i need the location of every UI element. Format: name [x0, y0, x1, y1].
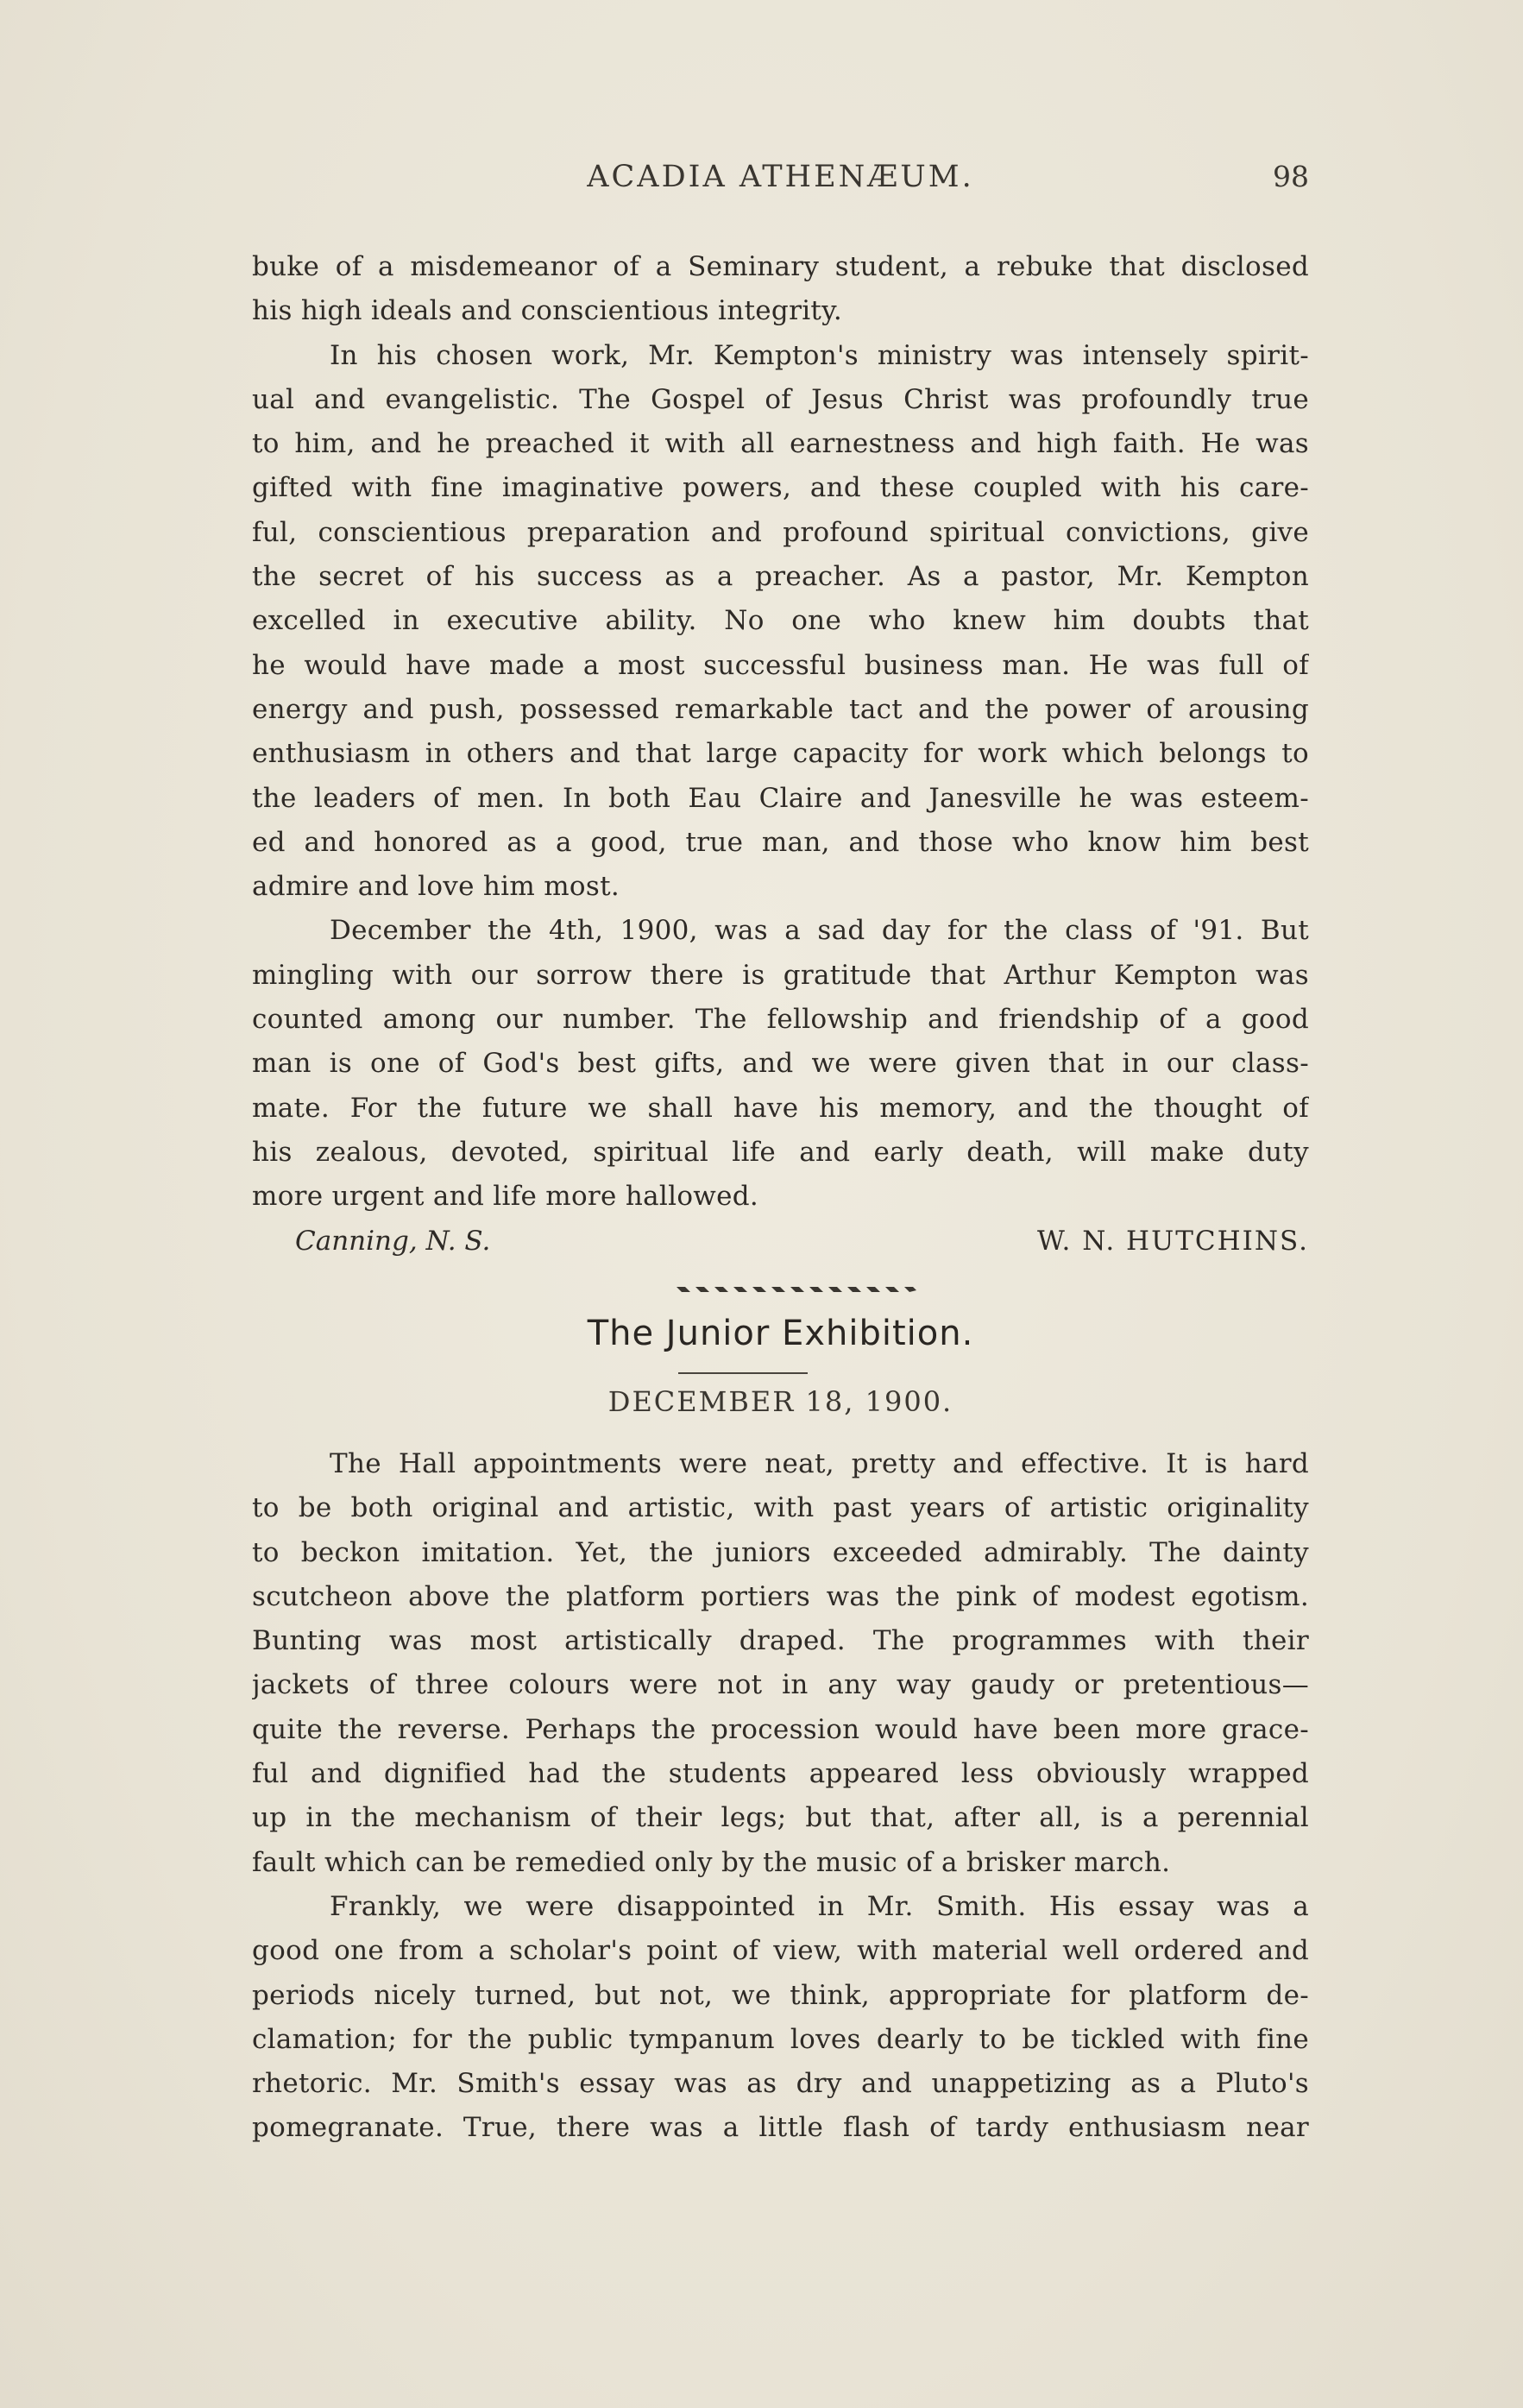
running-title: ACADIA ATHENÆUM. — [587, 160, 974, 194]
text-line: he would have made a most successful business man. He was full of — [252, 649, 1309, 681]
text-line: the leaders of men. In both Eau Claire and Janesville he was esteem- — [252, 782, 1309, 814]
paragraph-start-line: The Hall appointments were neat, pretty and effective. It is hard — [330, 1448, 1309, 1479]
paragraph-start-line: December the 4th, 1900, was a sad day for the class of '91. But — [330, 915, 1309, 947]
text-line: fault which can be remedied only by the music of a brisker march. — [252, 1846, 1171, 1878]
text-line: his zealous, devoted, spiritual life and early death, will make duty — [252, 1136, 1309, 1168]
signature-place: Canning, N. S. — [295, 1225, 491, 1257]
text-line: the secret of his success as a preacher. As a pastor, Mr. Kempton — [252, 561, 1309, 593]
ornament-divider — [675, 1284, 916, 1295]
text-line: counted among our number. The fellowship and friendship of a good — [252, 1004, 1309, 1036]
text-line: his high ideals and conscientious integrity. — [252, 295, 843, 327]
text-line: more urgent and life more hallowed. — [252, 1181, 759, 1213]
text-line: jackets of three colours were not in any way gaudy or pretentious— — [252, 1669, 1309, 1701]
page-number: 98 — [1273, 160, 1309, 193]
text-line: up in the mechanism of their legs; but that, after all, is a perennial — [252, 1802, 1309, 1834]
article-dateline: DECEMBER 18, 1900. — [607, 1385, 953, 1418]
text-line: quite the reverse. Perhaps the procession would have been more grace- — [252, 1713, 1309, 1745]
text-line: pomegranate. True, there was a little flash of tardy enthusiasm near — [252, 2112, 1309, 2144]
paragraph-start-line: Frankly, we were disappointed in Mr. Smith. His essay was a — [330, 1890, 1309, 1922]
text-line: scutcheon above the platform portiers was the pink of modest egotism. — [252, 1580, 1309, 1612]
signature — [252, 1220, 1309, 1264]
title-underline — [678, 1372, 808, 1374]
text-line: ful and dignified had the students appeared less obviously wrapped — [252, 1758, 1309, 1790]
text-line: gifted with fine imaginative powers, and these coupled with his care- — [252, 472, 1309, 504]
text-line: Bunting was most artistically draped. The programmes with their — [252, 1625, 1309, 1657]
text-line: periods nicely turned, but not, we think, appropriate for platform de- — [252, 1979, 1309, 2011]
paragraph-start-line: In his chosen work, Mr. Kempton's ministry was intensely spirit- — [330, 339, 1309, 371]
text-line: enthusiasm in others and that large capacity for work which belongs to — [252, 738, 1309, 770]
text-line: rhetoric. Mr. Smith's essay was as dry and unappetizing as a Pluto's — [252, 2068, 1309, 2100]
text-line: man is one of God's best gifts, and we were given that in our class- — [252, 1048, 1309, 1080]
text-line: ed and honored as a good, true man, and those who know him best — [252, 826, 1309, 858]
text-line: to beckon imitation. Yet, the juniors exceeded admirably. The dainty — [252, 1536, 1309, 1568]
text-line: clamation; for the public tympanum loves dearly to be tickled with fine — [252, 2023, 1309, 2055]
article-title: The Junior Exhibition. — [587, 1314, 974, 1353]
text-line: good one from a scholar's point of view, with material well ordered and — [252, 1935, 1309, 1967]
signature-author: W. N. HUTCHINS. — [1037, 1225, 1309, 1257]
text-line: mingling with our sorrow there is gratitude that Arthur Kempton was — [252, 959, 1309, 991]
page-header — [252, 160, 1309, 208]
text-line: mate. For the future we shall have his memory, and the thought of — [252, 1092, 1309, 1124]
text-line: admire and love him most. — [252, 871, 620, 903]
text-line: ful, conscientious preparation and profound spiritual convictions, give — [252, 516, 1309, 548]
exhibition-text — [252, 1442, 1309, 2151]
text-line: energy and push, possessed remarkable tact and the power of arousing — [252, 693, 1309, 725]
text-line: ual and evangelistic. The Gospel of Jesus Christ was profoundly true — [252, 383, 1309, 415]
text-line: buke of a misdemeanor of a Seminary student, a rebuke that disclosed — [252, 251, 1309, 282]
text-line: excelled in executive ability. No one who knew him doubts that — [252, 605, 1309, 637]
text-line: to him, and he preached it with all earnestness and high faith. He was — [252, 428, 1309, 460]
memorial-text — [252, 245, 1309, 1264]
text-line: to be both original and artistic, with past years of artistic originality — [252, 1492, 1309, 1524]
